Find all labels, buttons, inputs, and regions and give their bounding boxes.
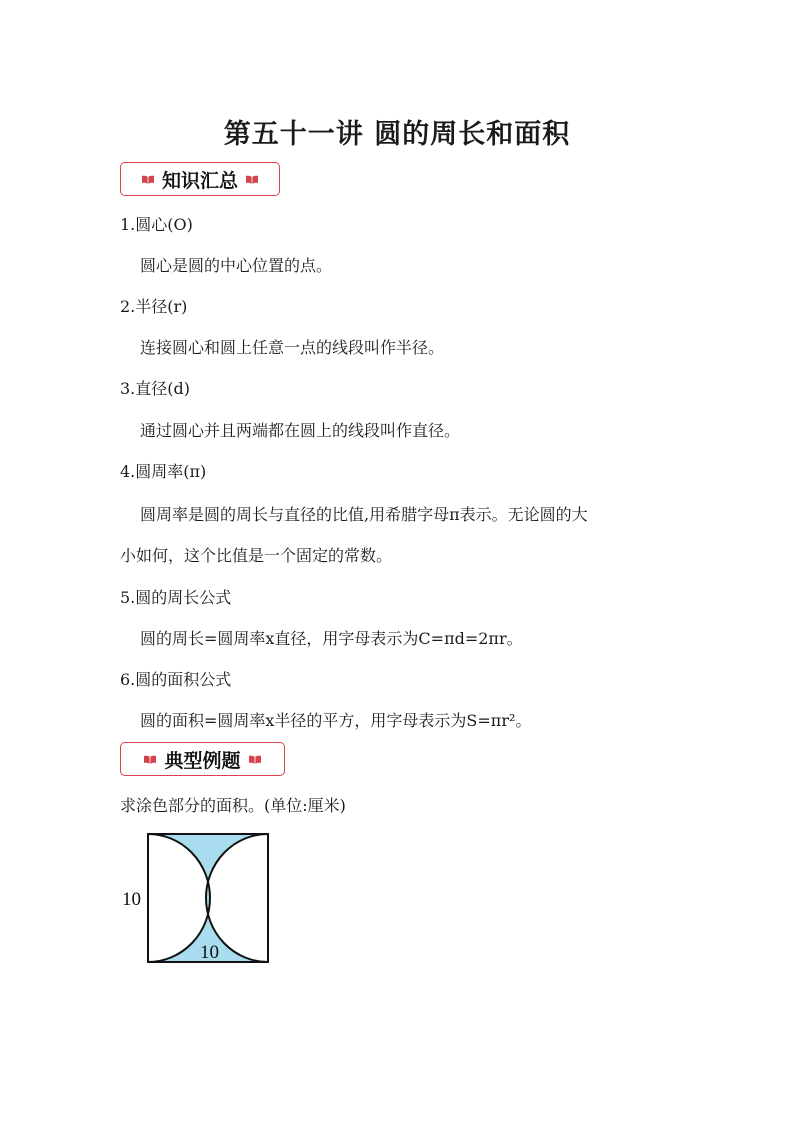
example-question: 求涂色部分的面积。(单位:厘米) [120, 796, 346, 815]
item-heading: 3.直径(d) [120, 379, 190, 398]
section-tag-knowledge [120, 162, 280, 196]
section-label: 知识汇总 [161, 169, 238, 192]
book-icon [144, 755, 156, 764]
item-body: 圆周率是圆的周长与直径的比值,用希腊字母π表示。无论圆的大 [140, 505, 588, 524]
item-body: 圆的面积=圆周率x半径的平方，用字母表示为S=πr²。 [140, 711, 532, 730]
book-icon [246, 175, 258, 184]
item-heading: 4.圆周率(π) [120, 462, 207, 481]
item-heading: 6.圆的面积公式 [120, 670, 232, 689]
bottom-length-label: 10 [200, 942, 219, 963]
item-heading: 1.圆心(O) [120, 215, 193, 234]
item-body: 通过圆心并且两端都在圆上的线段叫作直径。 [140, 421, 461, 440]
book-icon [249, 755, 261, 764]
side-length-label: 10 [122, 889, 141, 910]
section-label: 典型例题 [164, 749, 241, 772]
item-heading: 2.半径(r) [120, 297, 188, 316]
item-body: 小如何，这个比值是一个固定的常数。 [120, 546, 393, 565]
shaded-area-figure [118, 826, 278, 971]
section-tag-examples [120, 742, 285, 776]
item-body: 圆心是圆的中心位置的点。 [140, 256, 333, 275]
item-body: 连接圆心和圆上任意一点的线段叫作半径。 [140, 338, 445, 357]
book-icon [142, 175, 154, 184]
page-title: 第五十一讲 圆的周长和面积 [223, 119, 571, 150]
item-heading: 5.圆的周长公式 [120, 588, 232, 607]
item-body: 圆的周长=圆周率x直径，用字母表示为C=πd=2πr。 [140, 629, 523, 648]
